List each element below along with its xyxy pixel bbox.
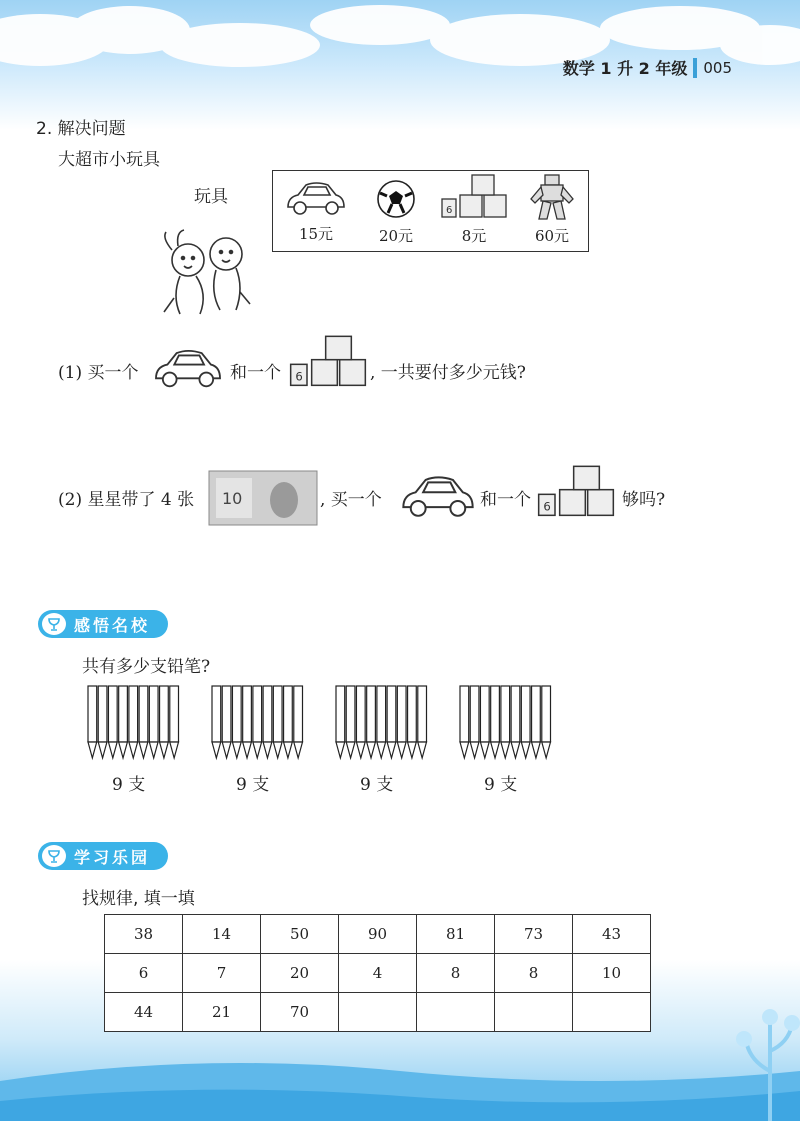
q1-suffix: , 一共要付多少元钱? (370, 363, 526, 383)
building-blocks-icon (534, 464, 618, 520)
pencil-icon (222, 686, 231, 758)
pencil-bundle-icon (332, 682, 432, 762)
pencil-count-label: 9 支 (484, 775, 518, 795)
building-blocks (437, 173, 511, 246)
table-row (105, 954, 651, 993)
pencil-icon (387, 686, 396, 758)
pencil-icon (284, 686, 293, 758)
badge-label: 学习乐园 (74, 847, 151, 867)
pencil-icon (212, 686, 221, 758)
banknote-value: 10 (222, 489, 243, 508)
pencil-icon (160, 686, 169, 758)
building-blocks-icon (438, 173, 510, 221)
toy-car (281, 177, 351, 244)
q2-middle: , 买一个 (320, 490, 382, 510)
pencil-icon (470, 686, 479, 758)
q2-prefix: (2) 星星带了 4 张 (58, 490, 195, 510)
pencil-bundle-icon (84, 682, 184, 762)
pencil-icon (294, 686, 303, 758)
table-row (105, 915, 651, 954)
toy-price: 8元 (461, 227, 487, 245)
pencil-icon (501, 686, 510, 758)
pencil-icon (532, 686, 541, 758)
pencil-icon (170, 686, 179, 758)
toy-price: 15元 (298, 225, 334, 243)
toy-car-icon (150, 344, 226, 392)
page-number: 005 (703, 58, 732, 77)
robot (521, 173, 583, 246)
pencil-icon (480, 686, 489, 758)
table-cell: 38 (105, 915, 183, 954)
pencil-icon (460, 686, 469, 758)
toy-car-icon (398, 470, 478, 522)
pencil-icon (491, 686, 500, 758)
banknote-icon (208, 470, 318, 526)
table-cell: 43 (573, 915, 651, 954)
pencil-icon (542, 686, 551, 758)
pattern-instruction: 找规律, 填一填 (82, 889, 195, 909)
header-divider (693, 58, 697, 78)
pencil-icon (232, 686, 241, 758)
toy-car-icon (284, 177, 348, 219)
pencil-icon (139, 686, 148, 758)
table-cell: 4 (339, 954, 417, 993)
table-cell: 20 (261, 954, 339, 993)
badge-learning-park (38, 840, 168, 872)
pencil-icon (263, 686, 272, 758)
pencil-bundle (208, 682, 308, 762)
pencil-bundle (332, 682, 432, 762)
pencil-icon (521, 686, 530, 758)
pencil-icon (377, 686, 386, 758)
pencil-bundle (456, 682, 556, 762)
pencil-icon (98, 686, 107, 758)
pencil-icon (367, 686, 376, 758)
table-cell: 7 (183, 954, 261, 993)
pencil-bundle (84, 682, 184, 762)
table-cell: 6 (105, 954, 183, 993)
pencil-question: 共有多少支铅笔? (82, 657, 211, 677)
pencil-icon (346, 686, 355, 758)
pencil-icon (149, 686, 158, 758)
table-cell: 21 (183, 993, 261, 1032)
toys-label: 玩具 (194, 187, 228, 207)
building-blocks-icon (286, 334, 370, 390)
svg-text:6: 6 (543, 499, 551, 514)
badge-label: 感悟名校 (74, 615, 151, 635)
page-header (563, 56, 732, 79)
table-cell: 70 (261, 993, 339, 1032)
table-cell: 8 (417, 954, 495, 993)
table-cell: 8 (495, 954, 573, 993)
table-cell: 10 (573, 954, 651, 993)
pencil-icon (397, 686, 406, 758)
toy-price: 60元 (534, 227, 570, 245)
cup-icon (42, 613, 66, 635)
grade-label: 数学 1 升 2 年级 (562, 59, 688, 78)
pencil-icon (336, 686, 345, 758)
table-cell: 14 (183, 915, 261, 954)
robot-icon (527, 173, 577, 221)
q2-suffix: 够吗? (622, 490, 666, 510)
svg-text:6: 6 (446, 205, 453, 216)
table-cell: 44 (105, 993, 183, 1032)
q1-prefix: (1) 买一个 (58, 363, 139, 383)
pencil-bundle-icon (208, 682, 308, 762)
store-name: 大超市小玩具 (58, 150, 160, 170)
q2-middle2: 和一个 (480, 490, 531, 510)
svg-text:6: 6 (295, 369, 303, 384)
children-illustration (150, 228, 260, 328)
pencil-count-label: 9 支 (236, 775, 270, 795)
pencil-icon (418, 686, 427, 758)
toy-price: 20元 (378, 227, 414, 245)
pencil-icon (511, 686, 520, 758)
pencil-icon (108, 686, 117, 758)
pencil-icon (408, 686, 417, 758)
table-cell: 50 (261, 915, 339, 954)
problem-heading: 2. 解决问题 (36, 119, 126, 139)
pencil-icon (88, 686, 97, 758)
pencil-icon (253, 686, 262, 758)
table-cell: 81 (417, 915, 495, 954)
table-cell: 73 (495, 915, 573, 954)
sky-clouds-decoration (0, 0, 800, 110)
pencil-bundle-icon (456, 682, 556, 762)
pencil-icon (273, 686, 282, 758)
pencil-count-label: 9 支 (360, 775, 394, 795)
q1-middle: 和一个 (230, 363, 281, 383)
pencil-count-label: 9 支 (112, 775, 146, 795)
pencil-icon (129, 686, 138, 758)
pencil-icon (356, 686, 365, 758)
pencil-icon (119, 686, 128, 758)
badge-famous-school (38, 608, 168, 640)
ground-decoration (0, 991, 800, 1121)
soccer-ball-icon (374, 177, 418, 221)
toy-price-box (272, 170, 589, 252)
soccer-ball (365, 177, 427, 246)
table-cell: 90 (339, 915, 417, 954)
pencil-icon (243, 686, 252, 758)
cup-icon (42, 845, 66, 867)
